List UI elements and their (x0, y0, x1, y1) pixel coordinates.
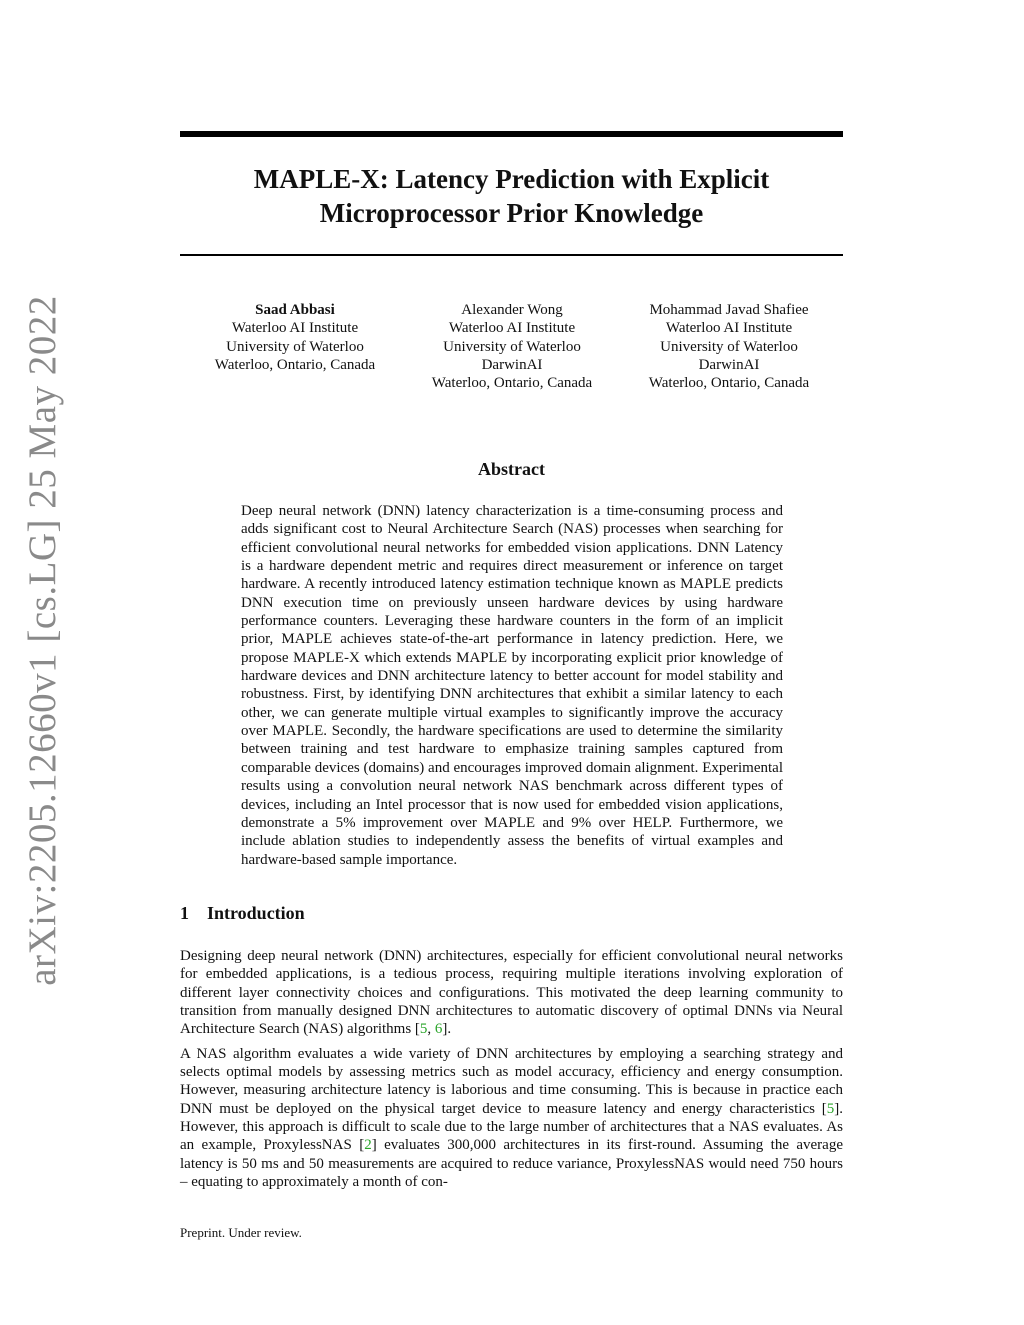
author-block (180, 301, 843, 401)
intro-paragraph-2 (180, 1045, 843, 1192)
citation-link[interactable]: 5 (826, 1100, 835, 1117)
title-bottom-rule (180, 254, 843, 256)
author-name: Mohammad Javad Shafiee (649, 302, 809, 318)
author-affiliation: Waterloo AI Institute (665, 320, 793, 337)
paragraph-text: ]. However, this approach is difficult to scale due to the large number of architectures that a NAS evaluates. As an example, ProxylessNAS [ (180, 1100, 843, 1154)
author-affiliation: Waterloo, Ontario, Canada (214, 356, 376, 373)
arxiv-identifier-stamp (8, 294, 76, 986)
paragraph-text: Designing deep neural network (DNN) architectures, especially for efficient convolutional neural networks for embedded applications, is a tedious process, requiring multiple iterations involving exploration of different layer connectivity choices and configurations. This motivated the deep learning community to transition from manually designed DNN architectures to automatic discovery of optimal DNNs via Neural Architecture Search (NAS) algorithms [ (180, 948, 843, 1038)
footer-note: Preprint. Under review. (180, 1225, 302, 1240)
intro-paragraph-1 (180, 947, 843, 1039)
author-affiliation: DarwinAI (481, 356, 543, 373)
paragraph-text: ] evaluates 300,000 architectures in its first-round. Assuming the average latency is 50 ms and 50 measurements are acquired to reduce variance, ProxylessNAS would need 750 hours – equating to approximately a month of con- (180, 1137, 843, 1191)
section-title: Introduction (207, 903, 305, 923)
author-3 (614, 301, 844, 392)
author-affiliation: Waterloo AI Institute (448, 320, 576, 337)
author-name: Alexander Wong (461, 302, 563, 318)
author-1 (180, 301, 410, 374)
author-2 (397, 301, 627, 392)
author-affiliation: University of Waterloo (226, 338, 364, 355)
abstract-text: Deep neural network (DNN) latency characterization is a time-consuming process and adds significant cost to Neural Architecture Search (NAS) processes when searching for efficient convolutional neural networks for embedded vision applications. DNN Latency is a hardware dependent metric and requires direct measurement or inference on target hardware. A recently introduced latency estimation technique known as MAPLE predicts DNN execution time on previously unseen hardware devices by using hardware performance counters. Leveraging these hardware counters in the form of an implicit prior, MAPLE achieves state-of-the-art performance in latency prediction. Here, we propose MAPLE-X which extends MAPLE by incorporating explicit prior knowledge of hardware devices and DNN architecture latency to better account for model stability and robustness. First, by identifying DNN architectures that exhibit a similar latency to each other, we can generate multiple virtual examples to significantly improve the accuracy over MAPLE. Secondly, the hardware specifications are used to determine the similarity between training and test hardware to emphasize training samples captured from comparable devices (domains) and encourages improved domain alignment. Experimental results using a convolution neural network NAS benchmark across different types of devices, including an Intel processor that is now used for embedded vision applications, demonstrate a 5% improvement over MAPLE and 9% over HELP. Furthermore, we include ablation studies to independently assess the benefits of virtual examples and hardware-based sample importance. (241, 503, 783, 868)
section-heading-introduction (180, 903, 305, 924)
paragraph-text: ]. (442, 1021, 452, 1038)
title-top-rule (180, 131, 843, 137)
introduction-body (180, 947, 843, 1197)
abstract-heading: Abstract (478, 459, 545, 479)
title-line-1: MAPLE-X: Latency Prediction with Explicit (253, 164, 770, 194)
author-affiliation: Waterloo AI Institute (231, 320, 359, 337)
author-affiliation: University of Waterloo (443, 338, 581, 355)
section-number: 1 (180, 903, 189, 923)
author-name: Saad Abbasi (255, 302, 335, 318)
author-affiliation: University of Waterloo (660, 338, 798, 355)
title-line-2: Microprocessor Prior Knowledge (319, 198, 704, 228)
citation-link[interactable]: 5 (419, 1021, 428, 1038)
citation-link[interactable]: 2 (364, 1137, 372, 1154)
arxiv-id-text: arXiv:2205.12660v1 [cs.LG] 25 May 2022 (20, 294, 64, 986)
author-affiliation: DarwinAI (698, 356, 760, 373)
citation-separator: , (427, 1021, 435, 1038)
citation-link[interactable]: 6 (434, 1021, 443, 1038)
author-affiliation: Waterloo, Ontario, Canada (431, 375, 593, 392)
author-affiliation: Waterloo, Ontario, Canada (648, 375, 810, 392)
paragraph-text: A NAS algorithm evaluates a wide variety of DNN architectures by employing a searching strategy and selects optimal models by assessing metrics such as model accuracy, efficiency and energy consumption. However, measuring architecture latency is laborious and time consuming. This is because in practice each DNN must be deployed on the physical target device to measure latency and energy characteristics [ (180, 1045, 843, 1117)
paper-title (180, 162, 843, 230)
